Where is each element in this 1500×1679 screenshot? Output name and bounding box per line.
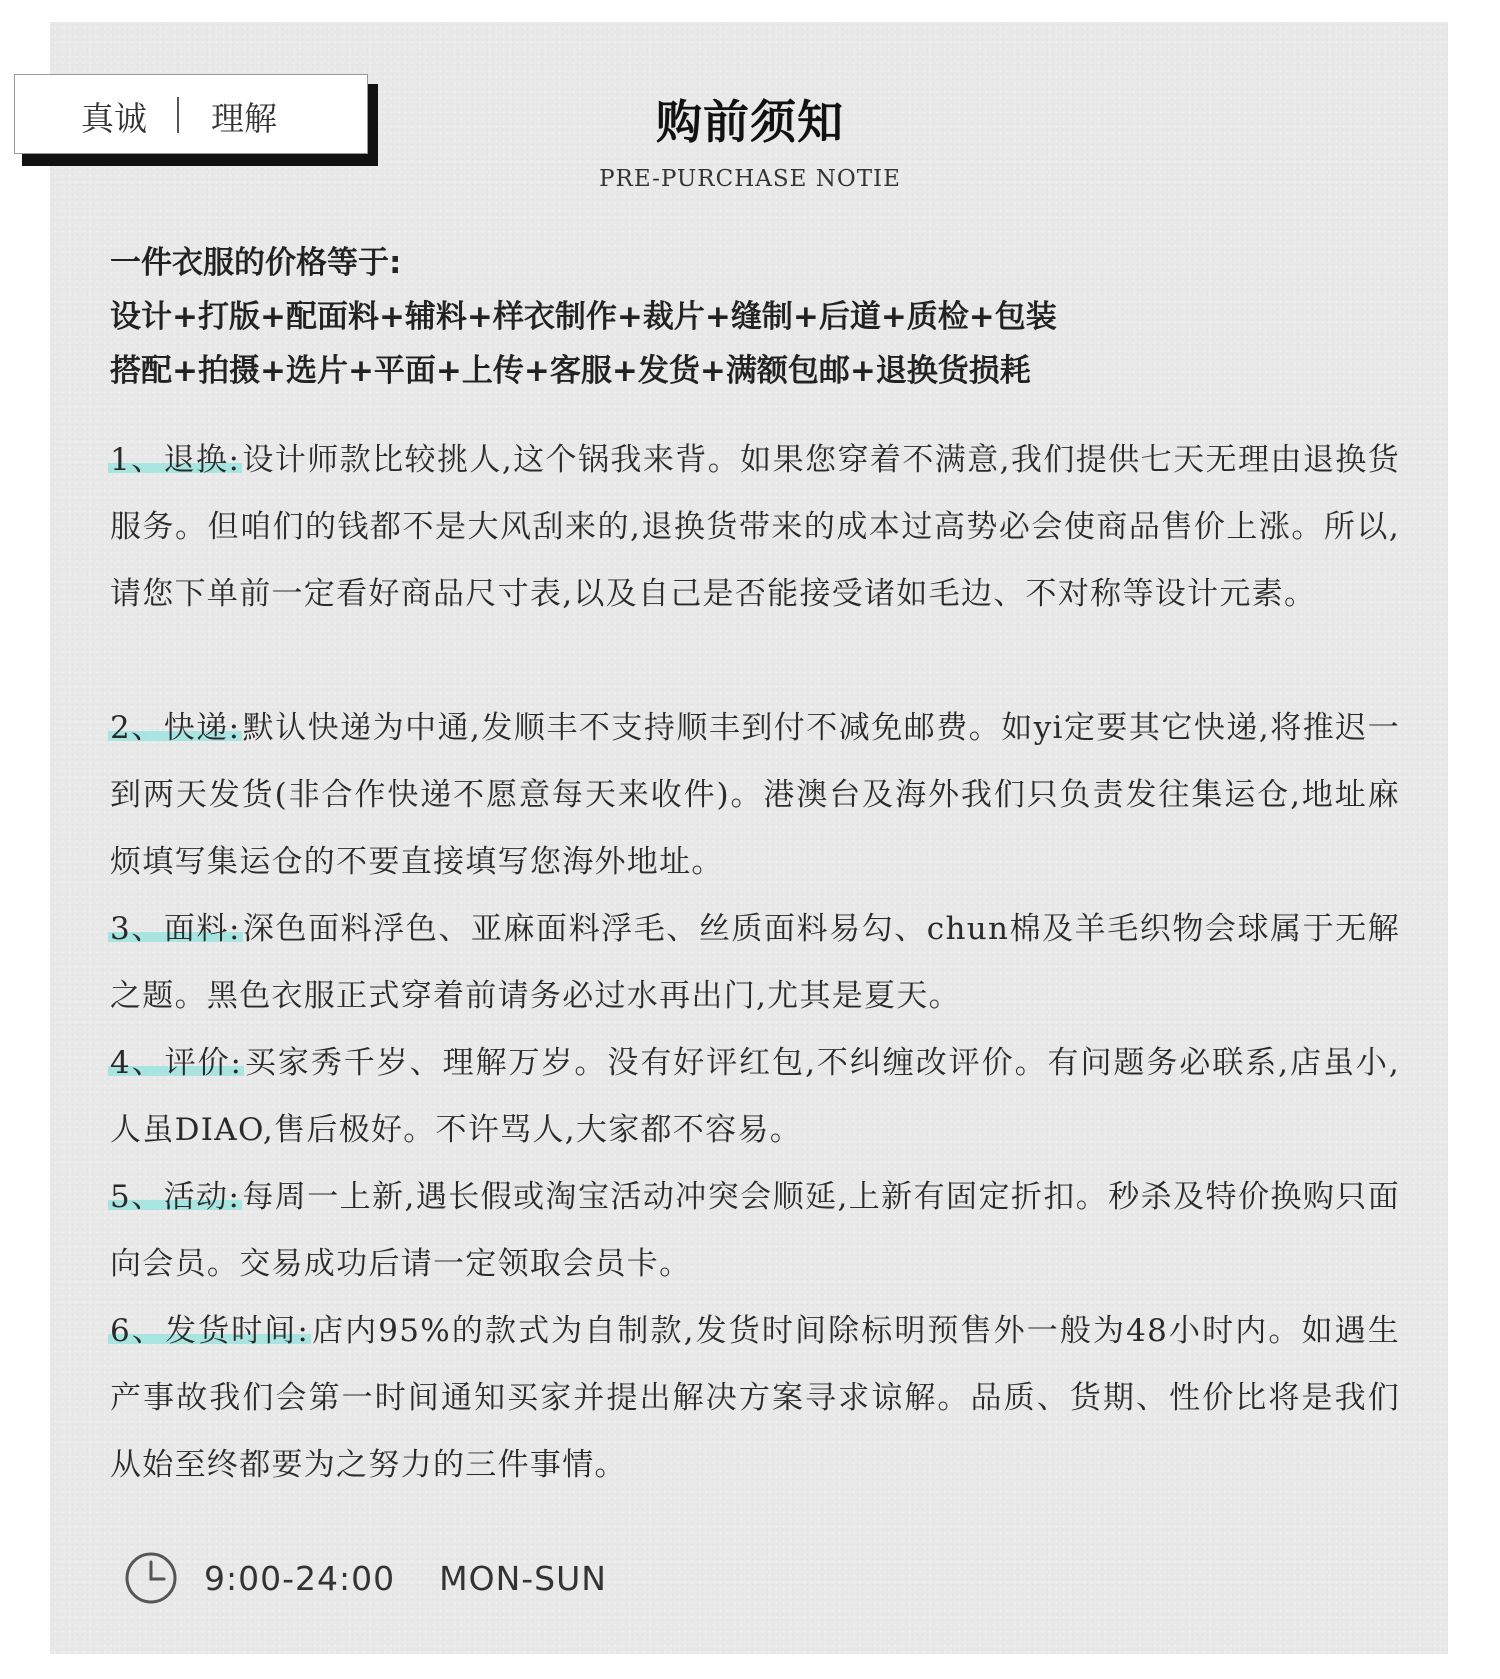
tag-left-text: 真诚 <box>81 99 147 138</box>
service-hours-time: 9:00-24:00 <box>204 1558 396 1598</box>
notice-item-returns <box>110 427 1400 628</box>
price-intro <box>110 236 1410 398</box>
notice-item-text: 默认快递为中通,发顺丰不支持顺丰到付不减免邮费。如yi定要其它快递,将推迟一到两天发货(非合作快递不愿意每天来收件)。港澳台及海外我们只负责发往集运仓,地址麻烦填写集运仓的不要直接填写您海外地址。 <box>110 710 1400 880</box>
notice-item-text: 深色面料浮色、亚麻面料浮毛、丝质面料易勾、chun棉及羊毛织物会球属于无解之题。黑色衣服正式穿着前请务必过水再出门,尤其是夏天。 <box>110 911 1400 1014</box>
page-title: 购前须知 <box>656 95 844 149</box>
notice-item-shipping <box>110 695 1400 896</box>
clock-icon <box>124 1551 178 1605</box>
notice-item-delivery-time <box>110 1298 1400 1499</box>
notice-item-label: 4、评价: <box>110 1045 243 1081</box>
notice-item-label: 5、活动: <box>110 1179 241 1215</box>
notice-item-text: 每周一上新,遇长假或淘宝活动冲突会顺延,上新有固定折扣。秒杀及特价换购只面向会员。交易成功后请一定领取会员卡。 <box>110 1179 1400 1282</box>
price-intro-line: 搭配+拍摄+选片+平面+上传+客服+发货+满额包邮+退换货损耗 <box>110 353 1031 389</box>
notice-item-events <box>110 1164 1400 1298</box>
price-intro-line: 一件衣服的价格等于: <box>110 245 402 281</box>
notice-item-text: 设计师款比较挑人,这个锅我来背。如果您穿着不满意,我们提供七天无理由退换货服务。但咱们的钱都不是大风刮来的,退换货带来的成本过高势必会使商品售价上涨。所以,请您下单前一定看好商品尺寸表,以及自己是否能接受诸如毛边、不对称等设计元素。 <box>110 442 1401 612</box>
notice-item-reviews <box>110 1030 1400 1164</box>
notice-item-text: 买家秀千岁、理解万岁。没有好评红包,不纠缠改评价。有问题务必联系,店虽小,人虽DIAO,售后极好。不许骂人,大家都不容易。 <box>110 1045 1400 1148</box>
notice-item-fabric <box>110 896 1400 1030</box>
price-intro-line: 设计+打版+配面料+辅料+样衣制作+裁片+缝制+后道+质检+包装 <box>110 299 1057 335</box>
notice-item-label: 3、面料: <box>110 911 241 947</box>
notice-item-label: 1、退换: <box>110 442 241 478</box>
service-hours <box>124 1548 607 1608</box>
notice-item-text: 店内95%的款式为自制款,发货时间除标明预售外一般为48小时内。如遇生产事故我们会第一时间通知买家并提出解决方案寻求谅解。品质、货期、性价比将是我们从始至终都要为之努力的三件事情。 <box>110 1313 1400 1483</box>
notice-item-label: 6、发货时间: <box>110 1313 310 1349</box>
page-subtitle: PRE-PURCHASE NOTIE <box>599 166 901 192</box>
tag-right-text: 理解 <box>211 99 277 138</box>
service-days: MON-SUN <box>439 1558 607 1598</box>
notice-item-label: 2、快递: <box>110 710 241 746</box>
